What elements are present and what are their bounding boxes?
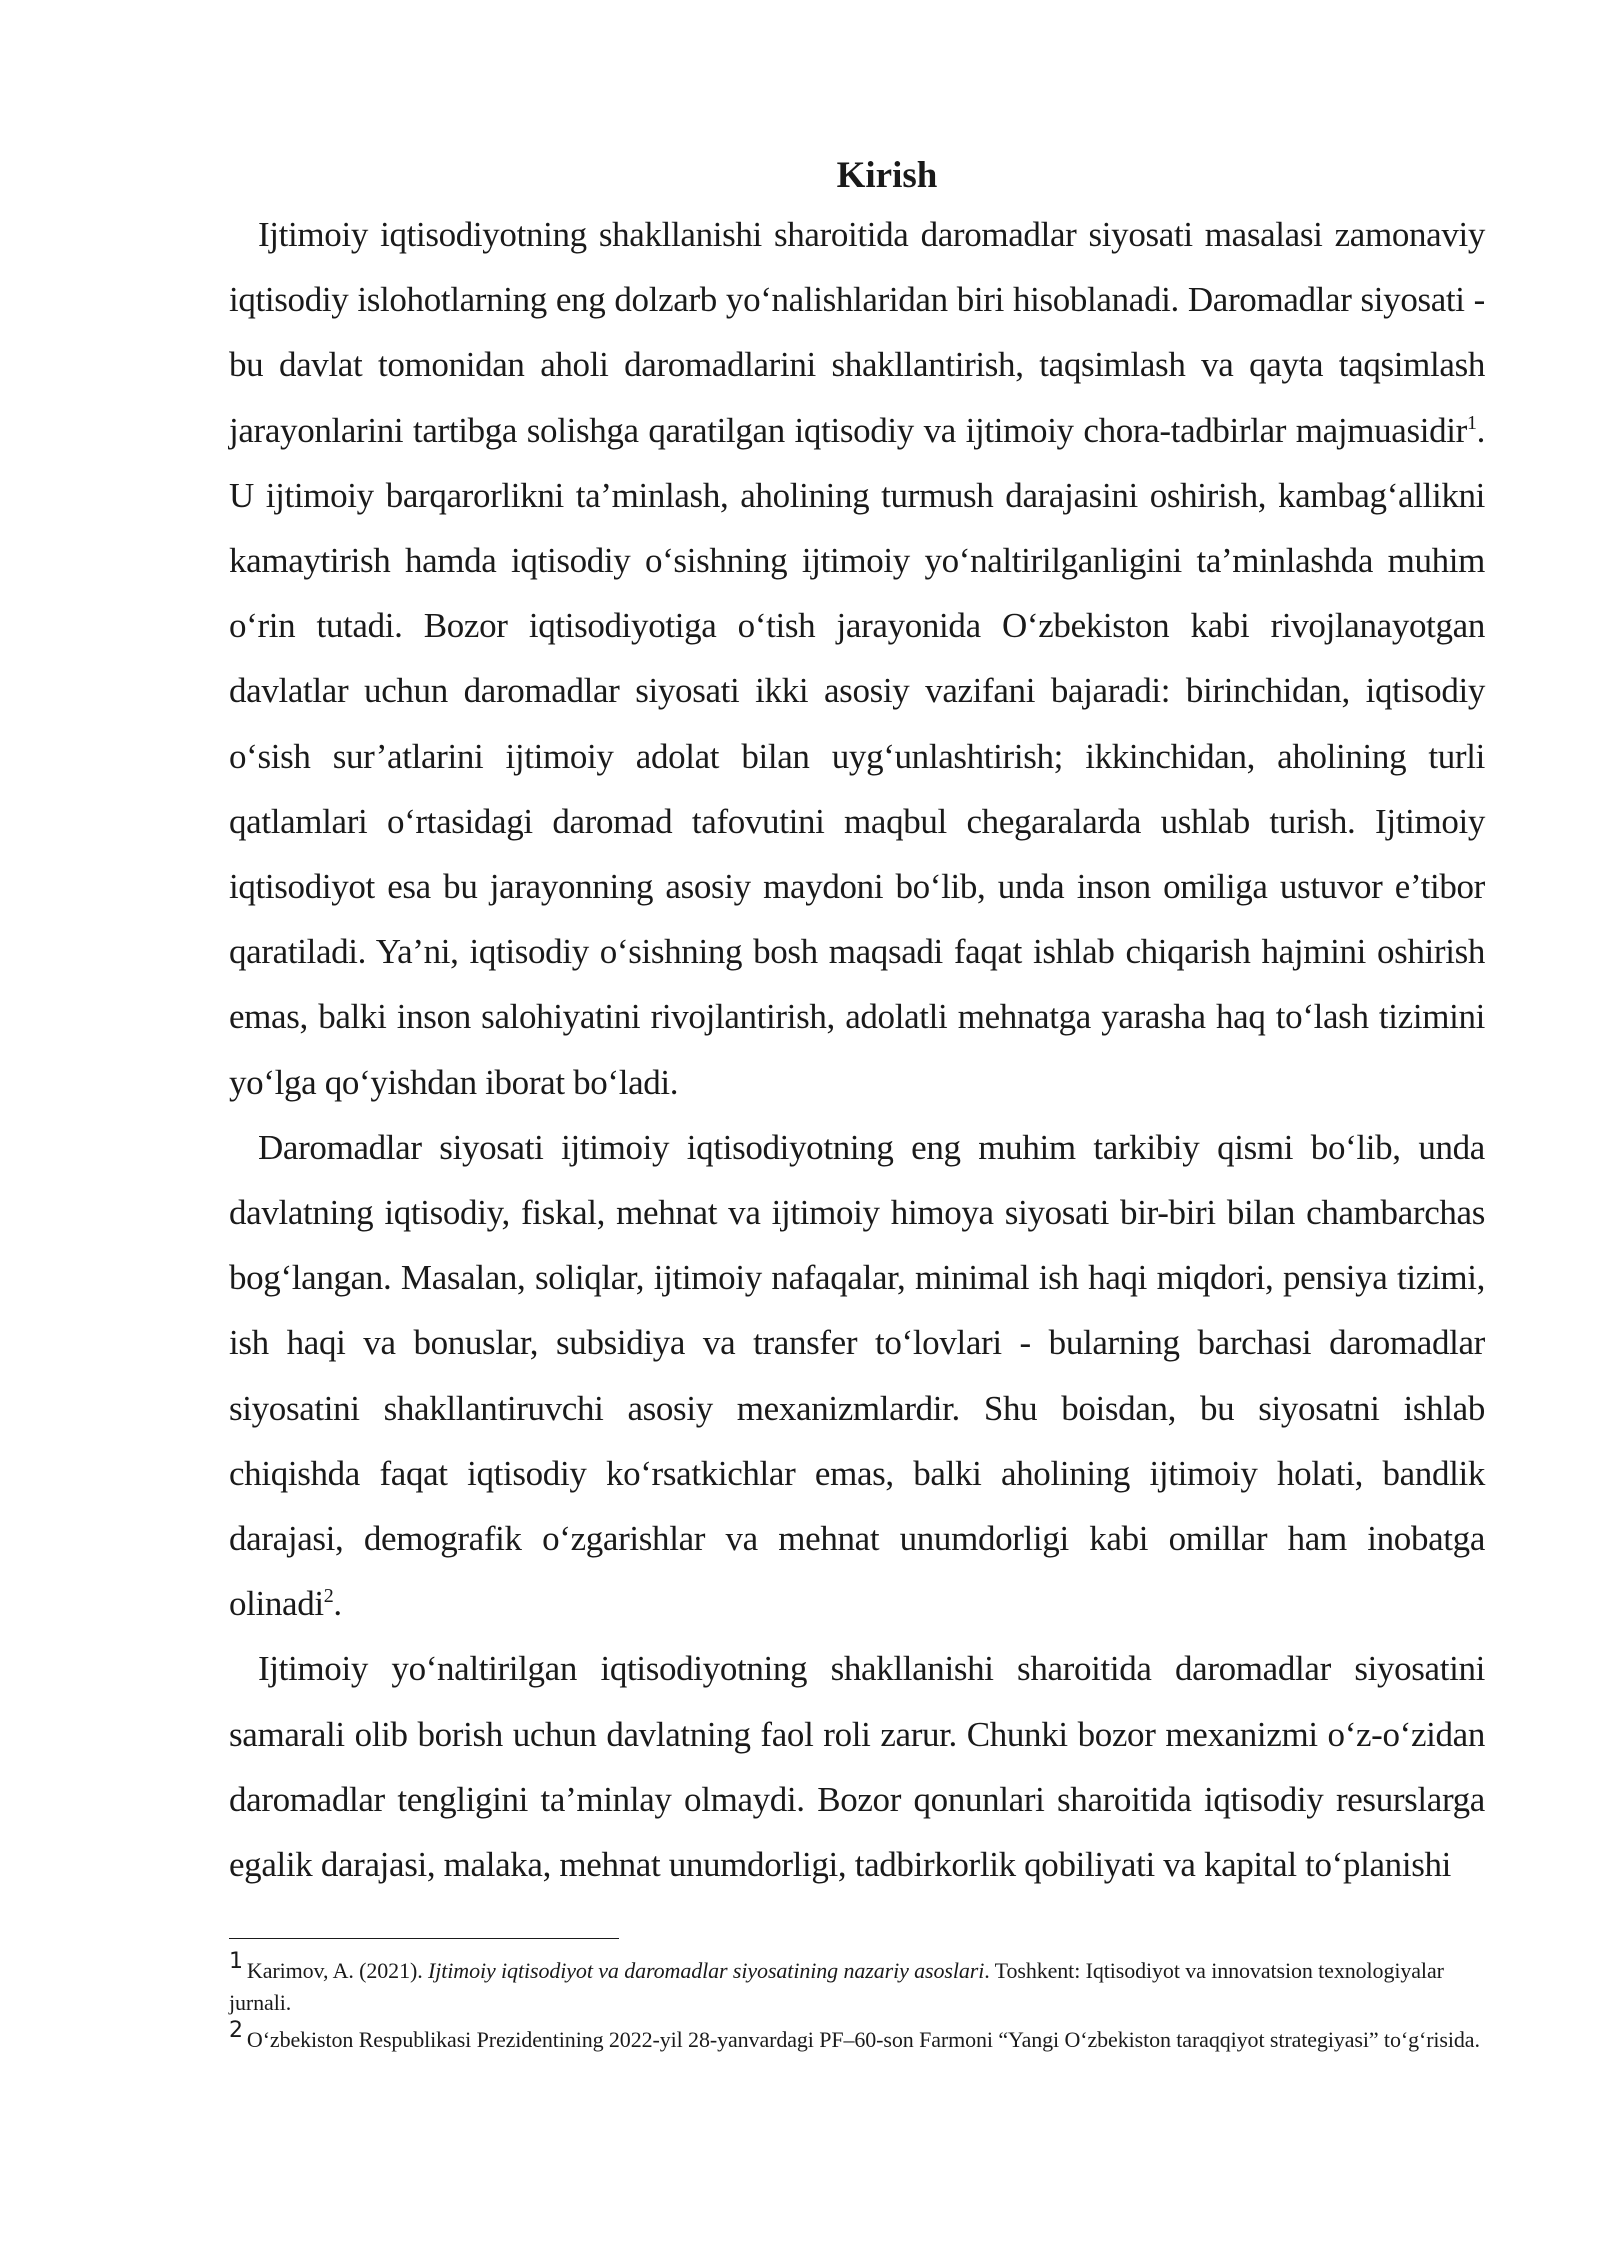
main-text — [229, 150, 1485, 1897]
footnote-1-text-b: . Toshkent: Iqtisodiyot va innovatsion texnologiyalar jurnali. — [229, 1958, 1444, 2015]
paragraph-1 — [229, 202, 1485, 1115]
footnote-ref-1[interactable]: 1 — [1466, 411, 1477, 434]
paragraph-2 — [229, 1115, 1485, 1637]
footnote-1-text-a: Karimov, A. (2021). — [246, 1958, 429, 1983]
footnote-ref-2[interactable]: 2 — [323, 1585, 334, 1608]
footnote-2-mark: 2 — [229, 2018, 243, 2043]
paragraph-3: Ijtimoiy yo‘naltirilgan iqtisodiyotning shakllanishi sharoitida daromadlar siyosatini samarali olib borish uchun davlatning faol roli zarur. Chunki bozor mexanizmi o‘z-o‘zidan daromadlar tengligini ta’minlay olmaydi. Bozor qonunlari sharoitida iqtisodiy resurslarga egalik darajasi, malaka, mehnat unumdorligi, tadbirkorlik qobiliyati va kapital to‘planishi — [229, 1649, 1485, 1885]
paragraph-2-text-a: Daromadlar siyosati ijtimoiy iqtisodiyotning eng muhim tarkibiy qismi bo‘lib, unda davlatning iqtisodiy, fiskal, mehnat va ijtimoiy himoya siyosati bir-biri bilan chambarchas bog‘langan. Masalan, soliqlar, ijtimoiy nafaqalar, minimal ish haqi miqdori, pensiya tizimi, ish haqi va bonuslar, subsidiya va transfer to‘lovlari - bularning barchasi daromadlar siyosatini shakllantiruvchi asosiy mexanizmlardir. Shu boisdan, bu siyosatni ishlab chiqishda faqat iqtisodiy ko‘rsatkichlar emas, balki aholining ijtimoiy holati, bandlik darajasi, demografik o‘zgarishlar va mehnat unumdorligi kabi omillar ham inobatga olinadi — [229, 1127, 1485, 1624]
footnotes-section — [229, 1938, 1485, 2062]
paragraph-2-text-b: . — [333, 1584, 342, 1624]
footnote-1-mark: 1 — [229, 1949, 243, 1974]
paragraph-1-text-b: . U ijtimoiy barqarorlikni ta’minlash, aholining turmush darajasini oshirish, kambag‘allikni kamaytirish hamda iqtisodiy o‘sishning ijtimoiy yo‘naltirilganligini ta’minlashda muhim o‘rin tutadi. Bozor iqtisodiyotiga o‘tish jarayonida O‘zbekiston kabi rivojlanayotgan davlatlar uchun daromadlar siyosati ikki asosiy vazifani bajaradi: birinchidan, iqtisodiy o‘sish sur’atlarini ijtimoiy adolat bilan uyg‘unlashtirish; ikkinchidan, aholining turli qatlamlari o‘rtasidagi daromad tafovutini maqbul chegaralarda ushlab turish. Ijtimoiy iqtisodiyot esa bu jarayonning asosiy maydoni bo‘lib, unda inson omiliga ustuvor e’tibor qaratiladi. Ya’ni, iqtisodiy o‘sishning bosh maqsadi faqat ishlab chiqarish hajmini oshirish emas, balki inson salohiyatini rivojlantirish, adolatli mehnatga yarasha haq to‘lash tizimini yo‘lga qo‘yishdan iborat bo‘ladi. — [229, 410, 1485, 1102]
footnote-separator — [229, 1938, 619, 1939]
footnote-1-italic-title: Ijtimoiy iqtisodiyot va daromadlar siyosatining nazariy asoslari — [428, 1958, 985, 1983]
footnote-1 — [229, 1949, 1485, 2018]
footnote-2 — [229, 2018, 1485, 2056]
footnote-2-text: O‘zbekiston Respublikasi Prezidentining 2022-yil 28-yanvardagi PF–60-son Farmoni “Yangi O‘zbekiston taraqqiyot strategiyasi” to‘g‘risida. — [246, 2027, 1480, 2052]
paragraph-1-text-a: Ijtimoiy iqtisodiyotning shakllanishi sharoitida daromadlar siyosati masalasi zamonaviy iqtisodiy islohotlarning eng dolzarb yo‘nalishlaridan biri hisoblanadi. Daromadlar siyosati - bu davlat tomonidan aholi daromadlarini shakllantirish, taqsimlash va qayta taqsimlash jarayonlarini tartibga solishga qaratilgan iqtisodiy va ijtimoiy chora-tadbirlar majmuasidir — [229, 215, 1485, 450]
page-title: Kirish — [836, 155, 938, 196]
